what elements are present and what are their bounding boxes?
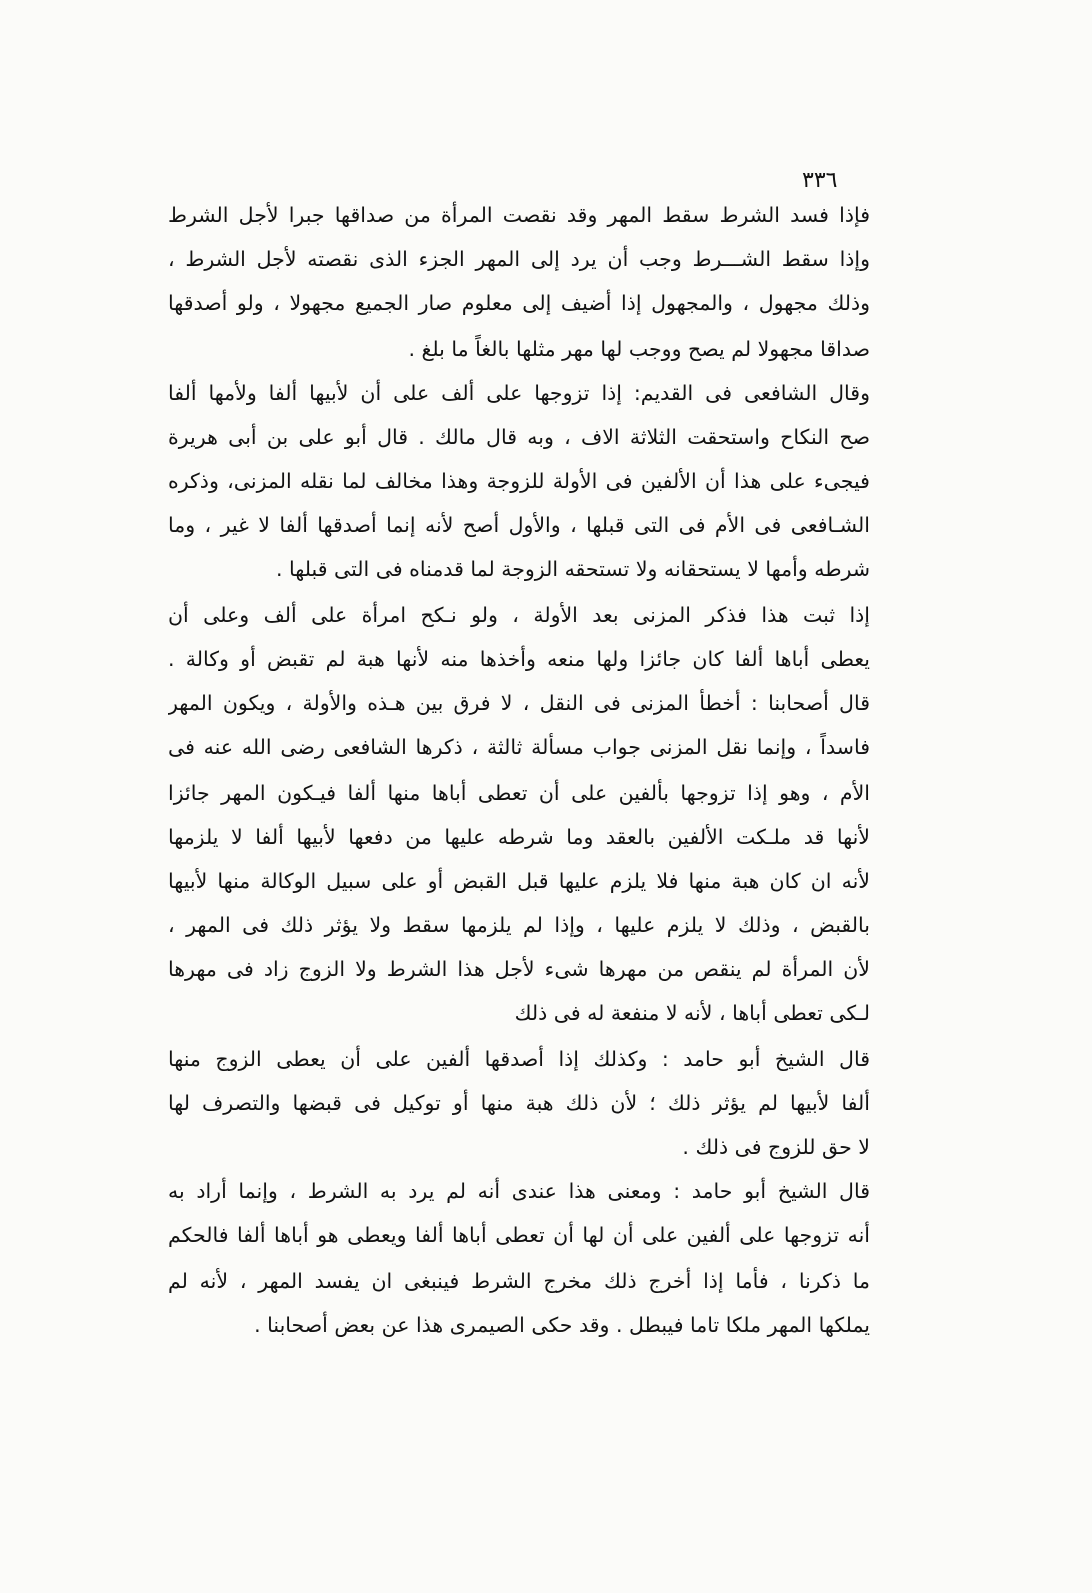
text-line: قال الشيخ أبو حامد : ومعنى هذا عندى أنه لم يرد به الشرط ، وإنما أراد به (168, 1179, 870, 1203)
text-line: وذلك مجهول ، والمجهول إذا أضيف إلى معلوم صار الجميع مجهولا ، ولو أصدقها (168, 291, 870, 315)
text-line: الشـافعى فى الأم فى التى قبلها ، والأول أصح لأنه إنما أصدقها ألفا لا غير ، وما (168, 513, 870, 537)
text-line: قال أصحابنا : أخطأ المزنى فى النقل ، لا فرق بين هـذه والأولة ، ويكون المهر (168, 691, 870, 715)
text-line: لـكى تعطى أباها ، لأنه لا منفعة له فى ذلك (514, 1001, 870, 1025)
text-line: شرطه وأمها لا يستحقانه ولا تستحقه الزوجة لما قدمناه فى التى قبلها . (276, 557, 870, 581)
text-line: ما ذكرنا ، فأما إذا أخرج ذلك مخرج الشرط فينبغى ان يفسد المهر ، لأنه لم (168, 1269, 870, 1293)
text-line: ألفا لأبيها لم يؤثر ذلك ؛ لأن ذلك هبة منها أو توكيل فى قبضها والتصرف لها (168, 1091, 870, 1115)
text-line: الأم ، وهو إذا تزوجها بألفين على أن تعطى أباها منها ألفا فيـكون المهر جائزا (168, 781, 870, 805)
text-line: صح النكاح واستحقت الثلاثة الاف ، وبه قال مالك . قال أبو على بن أبى هريرة (168, 425, 870, 449)
text-line: فيجىء على هذا أن الألفين فى الأولة للزوجة وهذا مخالف لما نقله المزنى، وذكره (168, 469, 870, 493)
text-line: صداقا مجهولا لم يصح ووجب لها مهر مثلها بالغاً ما بلغ . (408, 337, 870, 361)
text-line: بالقبض ، وذلك لا يلزم عليها ، وإذا لم يلزمها سقط ولا يؤثر ذلك فى المهر ، (168, 913, 870, 937)
text-line: قال الشيخ أبو حامد : وكذلك إذا أصدقها ألفين على أن يعطى الزوج منها (168, 1047, 870, 1071)
text-line: فإذا فسد الشرط سقط المهر وقد نقصت المرأة من صداقها جبرا لأجل الشرط (168, 203, 870, 227)
text-line: أنه تزوجها على ألفين على أن لها أن تعطى أباها ألفا ويعطى هو أباها ألفا فالحكم (168, 1223, 870, 1247)
text-line: يعطى أباها ألفا كان جائزا ولها منعه وأخذها منه لأنها هبة لم تقبض أو وكالة . (168, 647, 870, 671)
text-line: فاسداً ، وإنما نقل المزنى جواب مسألة ثالثة ، ذكرها الشافعى رضى الله عنه فى (168, 735, 870, 759)
text-line: وإذا سقط الشـــرط وجب أن يرد إلى المهر الجزء الذى نقصته لأجل الشرط ، (168, 247, 870, 271)
page-number: ٣٣٦ (802, 168, 838, 193)
text-line: لا حق للزوج فى ذلك . (682, 1135, 870, 1159)
text-line: لأن المرأة لم ينقص من مهرها شىء لأجل هذا الشرط ولا الزوج زاد فى مهرها (168, 957, 870, 981)
text-line: إذا ثبت هذا فذكر المزنى بعد الأولة ، ولو نـكح امرأة على ألف وعلى أن (168, 603, 870, 627)
text-line: وقال الشافعى فى القديم: إذا تزوجها على ألف على أن لأبيها ألفا ولأمها ألفا (168, 381, 870, 405)
text-line: لأنها قد ملـكت الألفين بالعقد وما شرطه عليها من دفعها لأبيها ألفا لا يلزمها (168, 825, 870, 849)
text-line: لأنه ان كان هبة منها فلا يلزم عليها قبل القبض أو على سبيل الوكالة منها لأبيها (168, 869, 870, 893)
text-line: يملكها المهر ملكا تاما فيبطل . وقد حكى الصيمرى هذا عن بعض أصحابنا . (254, 1313, 870, 1337)
